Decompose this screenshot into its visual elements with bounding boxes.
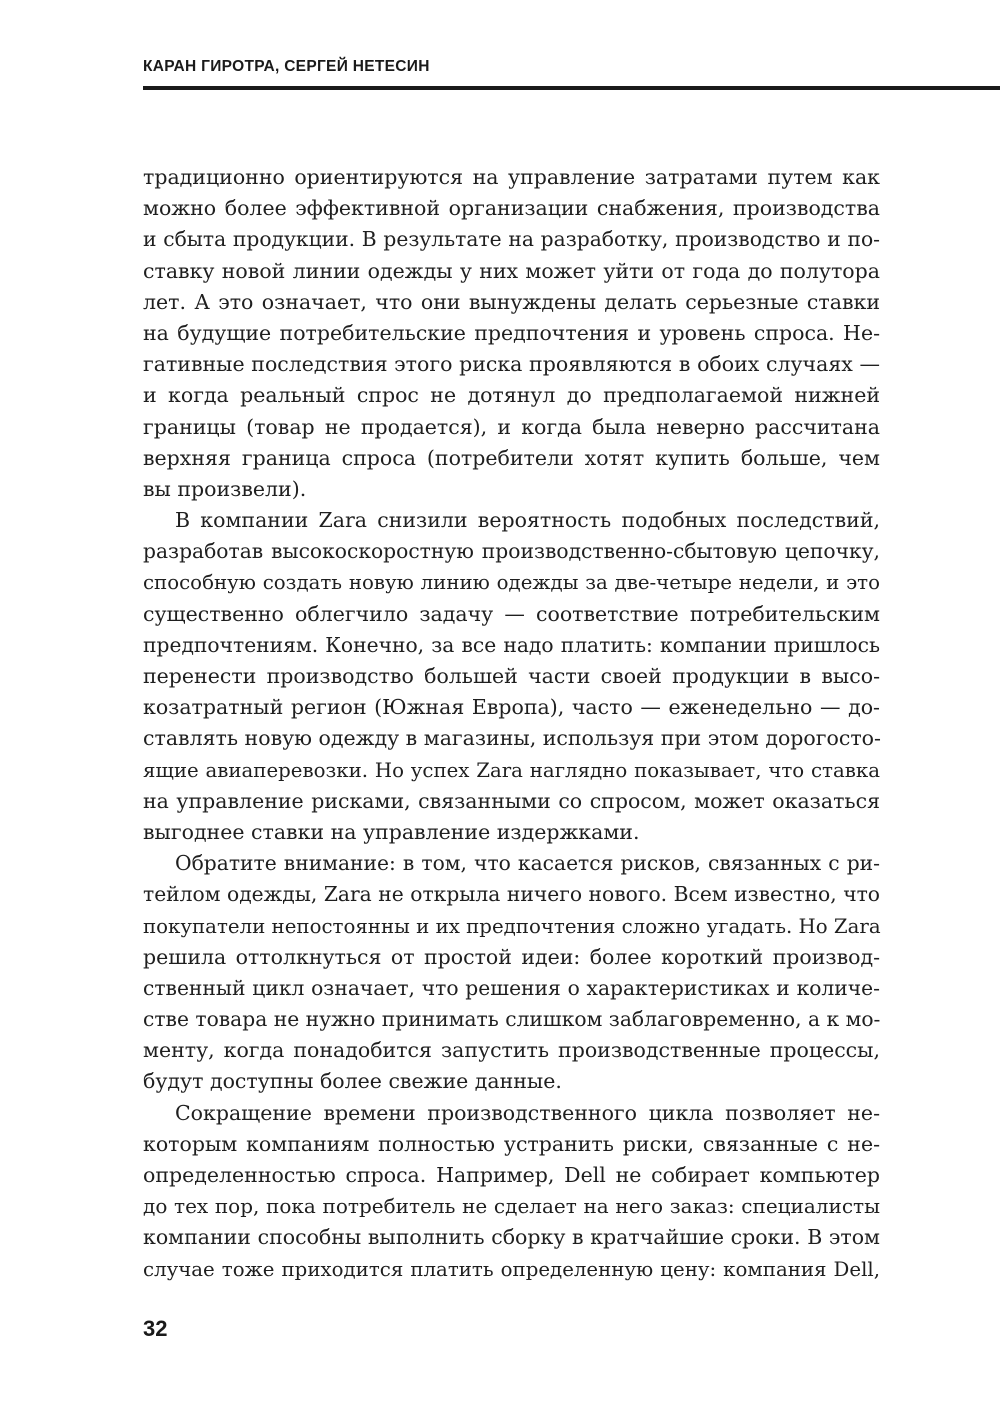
text-line: менту, когда понадобится запустить производственные процессы, (143, 1038, 880, 1063)
text-line: существенно облегчило задачу — соответствие потребительским (143, 601, 880, 626)
page-number: 32 (143, 1316, 168, 1341)
header-rule (143, 86, 1000, 90)
text-line: компании способны выполнить сборку в кратчайшие сроки. В этом (143, 1225, 880, 1250)
text-line: предпочтениям. Конечно, за все надо платить: компании пришлось (143, 632, 880, 657)
text-line: стве товара не нужно принимать слишком заблаговременно, а к мо- (143, 1007, 881, 1032)
text-line: случае тоже приходится платить определенную цену: компания Dell, (143, 1257, 880, 1281)
running-header: КАРАН ГИРОТРА, СЕРГЕЙ НЕТЕСИН (143, 58, 430, 75)
text-line: ящие авиаперевозки. Но успех Zara наглядно показывает, что ставка (143, 758, 880, 782)
text-line: можно более эффективной организации снабжения, производства (143, 196, 880, 221)
text-line: традиционно ориентируются на управление затратами путем как (143, 165, 880, 189)
text-line: лет. А это означает, что они вынуждены делать серьезные ставки (143, 289, 880, 314)
text-line: Обратите внимание: в том, что касается рисков, связанных с ри- (175, 851, 880, 876)
body-text (143, 162, 880, 1285)
text-line: границы (товар не продается), и когда была неверно рассчитана (143, 414, 880, 439)
text-line: и сбыта продукции. В результате на разработку, производство и по- (143, 227, 880, 252)
text-line: и когда реальный спрос не дотянул до предполагаемой нижней (143, 383, 880, 408)
text-line: будут доступны более свежие данные. (143, 1069, 562, 1094)
text-line: на управление рисками, связанными со спросом, может оказаться (143, 788, 880, 813)
text-line: ставлять новую одежду в магазины, используя при этом дорогосто- (143, 726, 881, 751)
text-line: гативные последствия этого риска проявляются в обоих случаях — (143, 352, 880, 377)
text-line: Сокращение времени производственного цикла позволяет не- (175, 1100, 880, 1125)
text-line: В компании Zara снизили вероятность подобных последствий, (175, 508, 880, 533)
text-line: покупатели непостоянны и их предпочтения сложно угадать. Но Zara (143, 914, 881, 938)
text-line: вы произвели). (143, 476, 307, 501)
text-line: решила оттолкнуться от простой идеи: более короткий производ- (143, 944, 880, 969)
text-line: ставку новой линии одежды у них может уйти от года до полутора (143, 258, 880, 283)
text-line: определенностью спроса. Например, Dell не собирает компьютер (143, 1163, 880, 1187)
text-line: разработав высокоскоростную производственно-сбытовую цепочку, (143, 539, 880, 564)
text-line: перенести производство большей части своей продукции в высо- (143, 664, 880, 688)
text-line: ственный цикл означает, что решения о характеристиках и количе- (143, 975, 880, 1000)
text-line: верхняя граница спроса (потребители хотят купить больше, чем (143, 445, 880, 470)
text-line: которым компаниям полностью устранить риски, связанные с не- (143, 1131, 880, 1156)
text-line: тейлом одежды, Zara не открыла ничего нового. Всем известно, что (143, 882, 880, 907)
text-line: на будущие потребительские предпочтения и уровень спроса. Не- (143, 320, 880, 345)
text-line: козатратный регион (Южная Европа), часто — еженедельно — до- (143, 695, 880, 720)
text-line: выгоднее ставки на управление издержками. (143, 819, 640, 844)
text-line: способную создать новую линию одежды за две-четыре недели, и это (143, 571, 880, 595)
text-line: до тех пор, пока потребитель не сделает на него заказ: специалисты (143, 1194, 880, 1219)
